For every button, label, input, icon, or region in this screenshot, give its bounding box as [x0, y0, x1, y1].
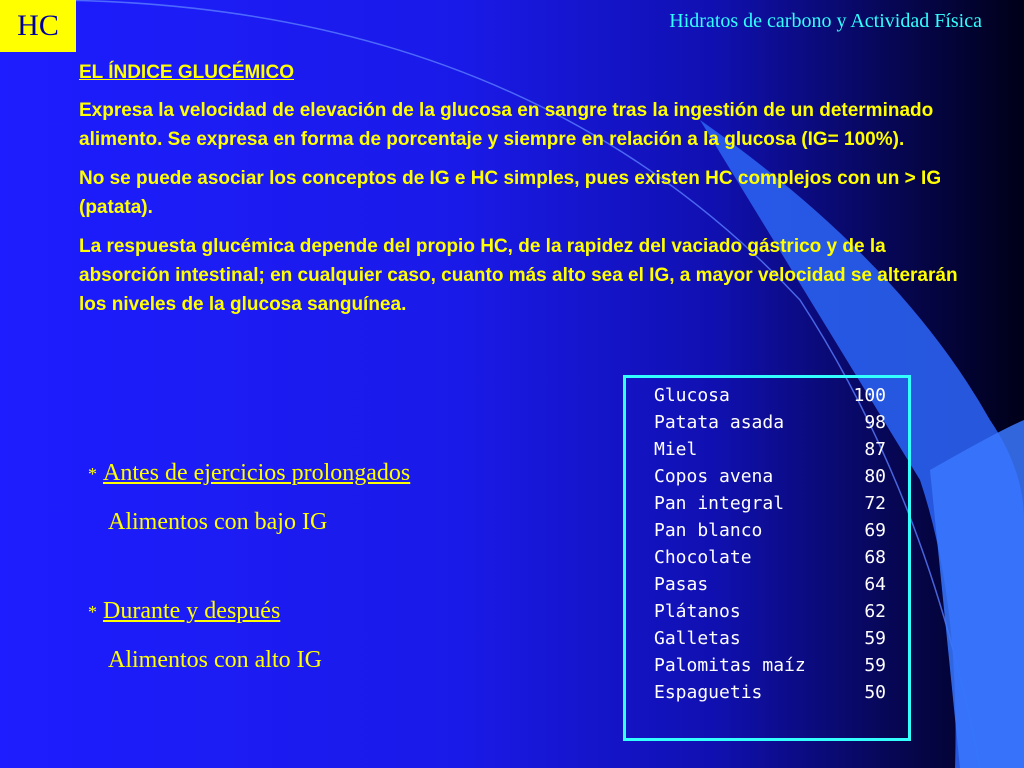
food-name: Palomitas maíz: [654, 655, 806, 676]
ig-value: 69: [864, 520, 886, 541]
food-name: Patata asada: [654, 412, 785, 433]
table-row: [654, 652, 886, 679]
ig-value: 98: [864, 412, 886, 433]
bullet-detail: Alimentos con alto IG: [108, 647, 322, 673]
food-name: Pasas: [654, 574, 709, 595]
main-content: [79, 62, 964, 329]
ig-value: 72: [864, 493, 886, 514]
ig-value: 59: [864, 655, 886, 676]
logo-badge: HC: [0, 0, 76, 52]
table-row: [654, 571, 886, 598]
glycemic-index-table: [623, 375, 911, 741]
food-name: Copos avena: [654, 466, 774, 487]
ig-value: 87: [864, 439, 886, 460]
header-title: Hidratos de carbono y Actividad Física: [669, 10, 982, 32]
table-row: [654, 598, 886, 625]
ig-value: 80: [864, 466, 886, 487]
food-name: Pan integral: [654, 493, 785, 514]
ig-value: 68: [864, 547, 886, 568]
ig-value: 100: [853, 385, 886, 406]
food-name: Galletas: [654, 628, 741, 649]
ig-value: 59: [864, 628, 886, 649]
bullet-detail: Alimentos con bajo IG: [108, 509, 328, 535]
paragraph-association: No se puede asociar los conceptos de IG e HC simples, pues existen HC complejos con un > IG (patata).: [79, 168, 942, 218]
bullet-marker: *: [88, 464, 97, 484]
table-row: [654, 409, 886, 436]
paragraph-definition: Expresa la velocidad de elevación de la glucosa en sangre tras la ingestión de un determinado alimento. Se expresa en forma de porcentaje y siempre en relación a la glucosa (IG= 100%).: [79, 100, 934, 150]
ig-value: 62: [864, 601, 886, 622]
food-name: Pan blanco: [654, 520, 763, 541]
food-name: Plátanos: [654, 601, 741, 622]
table-row: [654, 382, 886, 409]
table-row: [654, 463, 886, 490]
table-row: [654, 544, 886, 571]
bullet-heading: Durante y después: [103, 598, 281, 624]
bullet-before-exercise: [88, 460, 410, 536]
bullet-during-after: [88, 598, 322, 674]
table-row: [654, 490, 886, 517]
table-row: [654, 436, 886, 463]
food-name: Chocolate: [654, 547, 752, 568]
ig-value: 50: [864, 682, 886, 703]
ig-value: 64: [864, 574, 886, 595]
food-name: Glucosa: [654, 385, 730, 406]
food-name: Espaguetis: [654, 682, 763, 703]
table-row: [654, 679, 886, 706]
paragraph-response: La respuesta glucémica depende del propio HC, de la rapidez del vaciado gástrico y de la absorción intestinal; en cualquier caso, cuanto más alto sea el IG, a mayor velocidad se alterarán los niveles de la glucosa sanguínea.: [79, 236, 958, 315]
bullet-marker: *: [88, 602, 97, 622]
food-name: Miel: [654, 439, 698, 460]
bullet-heading: Antes de ejercicios prolongados: [103, 460, 411, 486]
table-row: [654, 625, 886, 652]
section-title: EL ÍNDICE GLUCÉMICO: [79, 62, 294, 83]
table-row: [654, 517, 886, 544]
